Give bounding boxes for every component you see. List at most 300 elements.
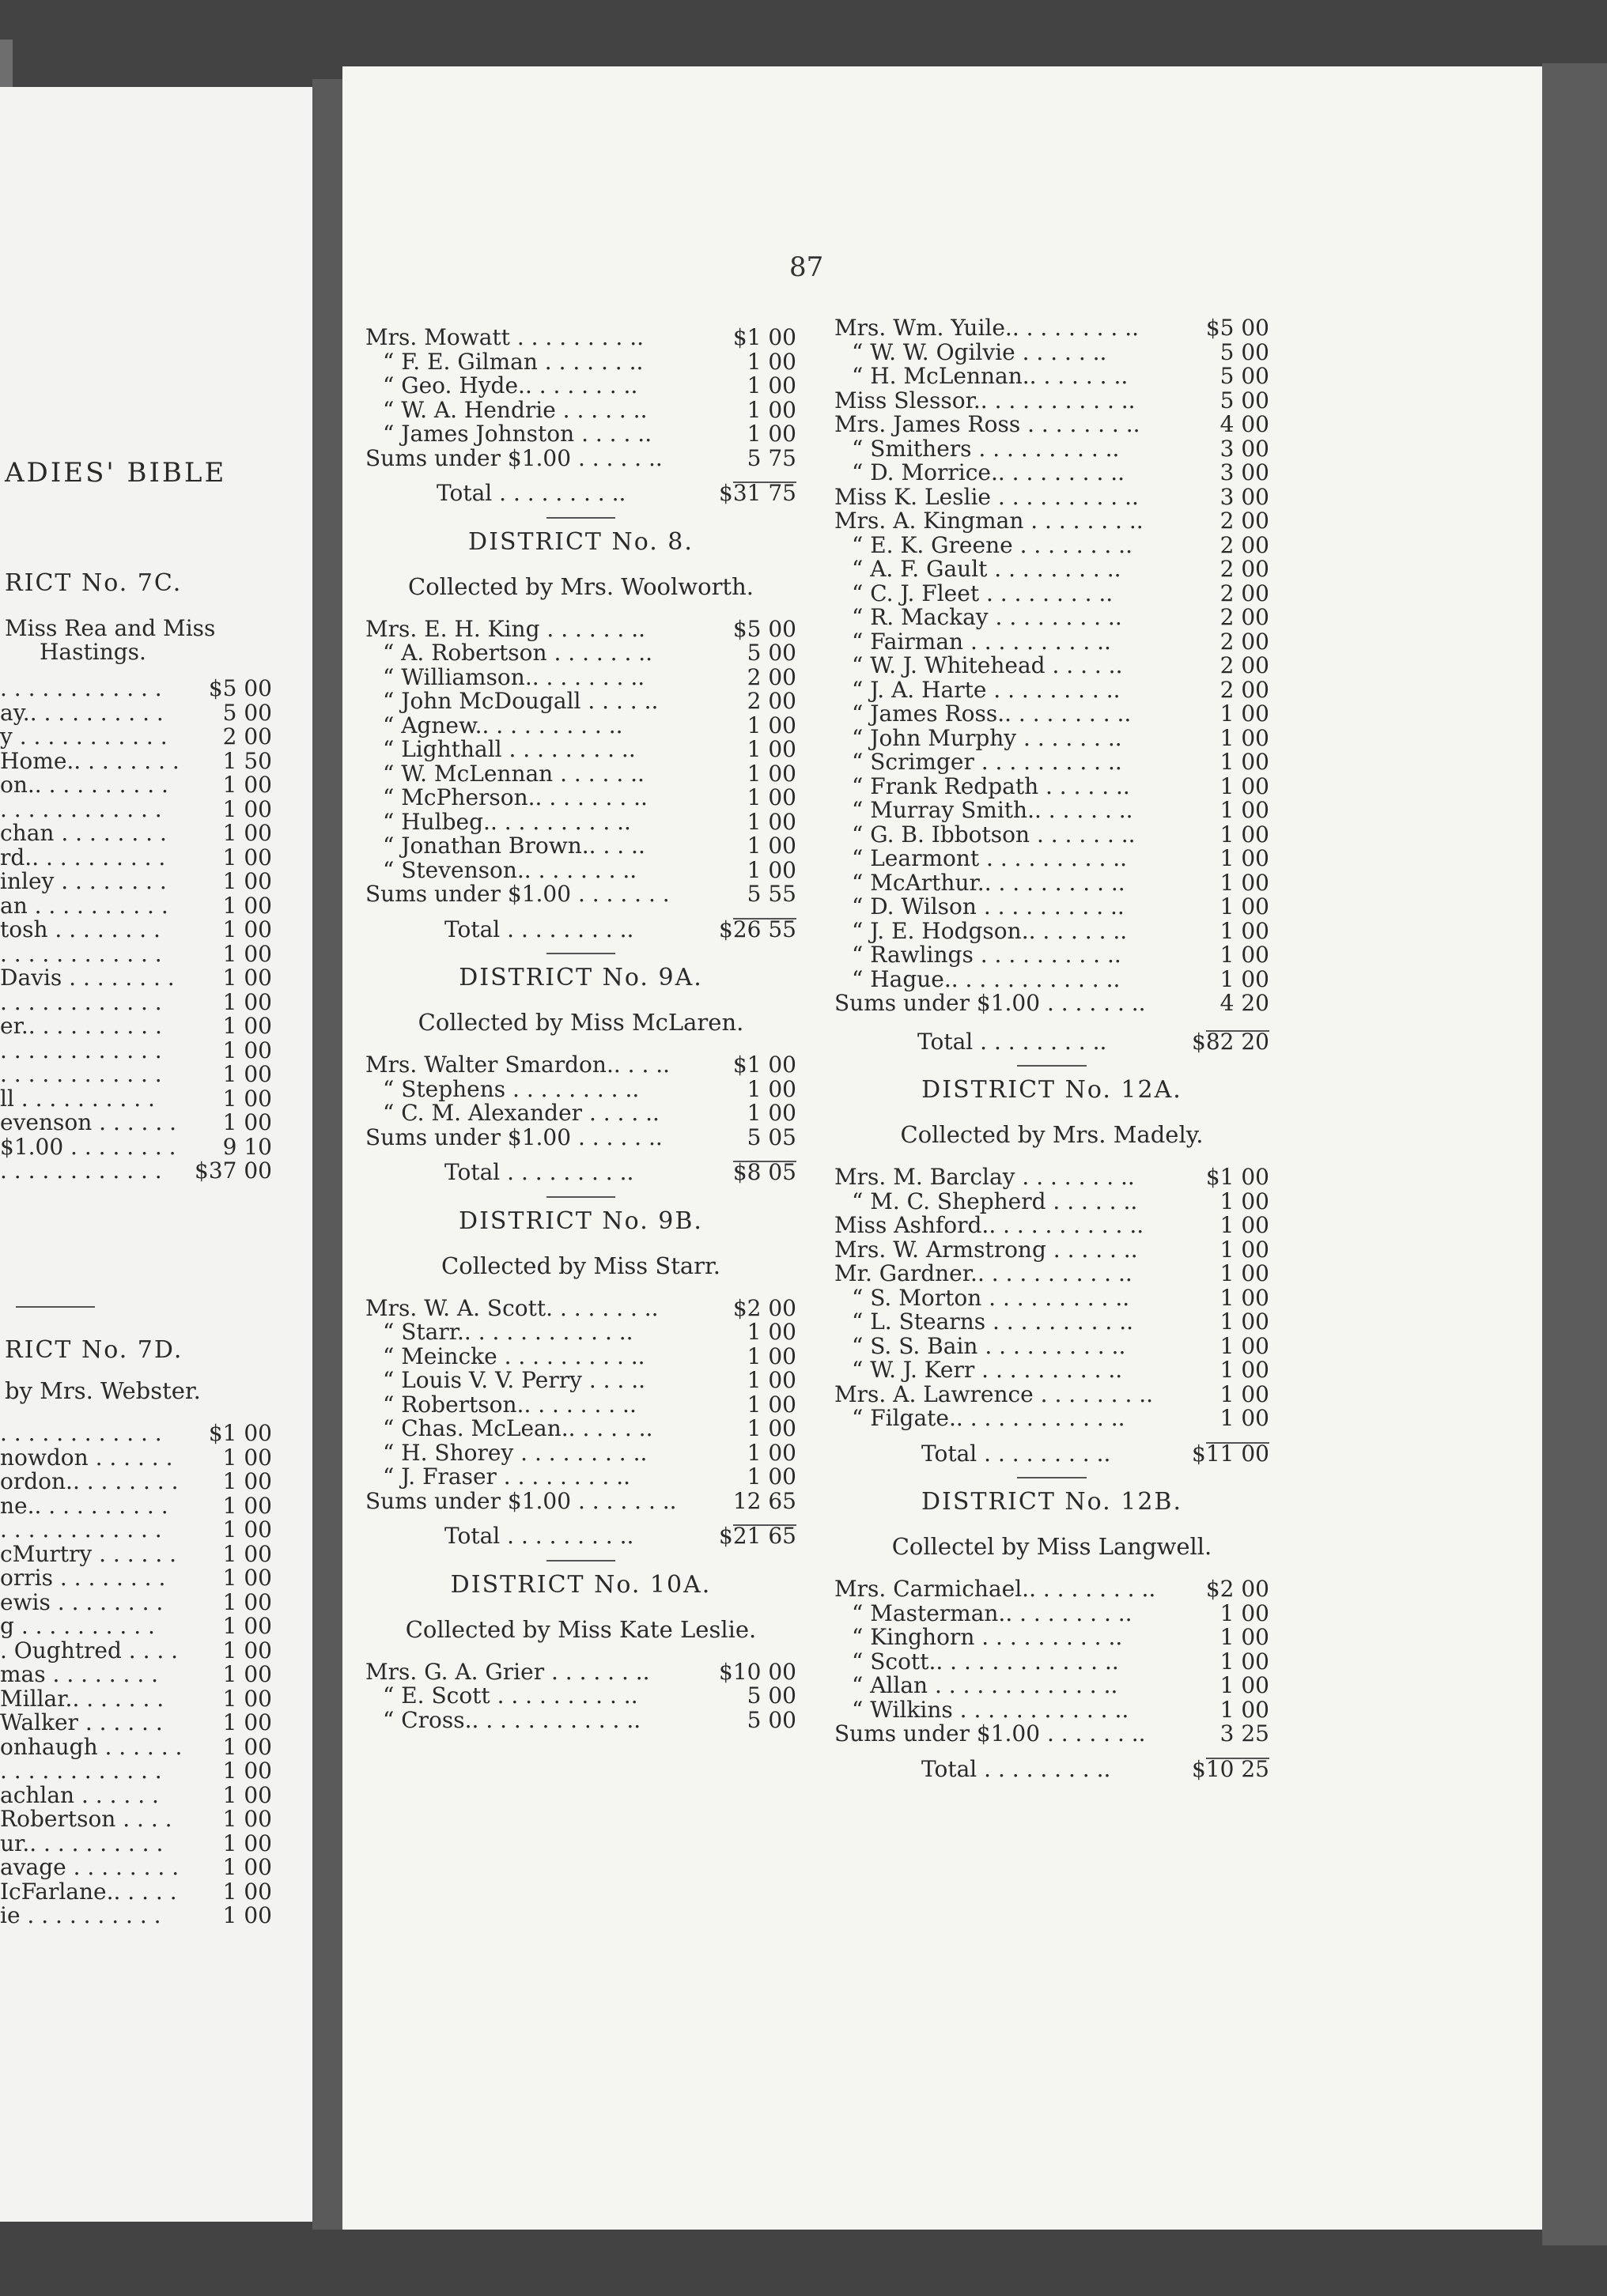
entry-amount: $37 00 (195, 1157, 272, 1184)
total-label: Total . . . . . . . . .. (917, 1028, 1107, 1055)
entry-name: “ Learmont . . . . . . . . . .. (852, 845, 1128, 871)
entry-name: . . . . . . . . . . . . (0, 1157, 162, 1184)
entry-name: “ W. McLennan . . . . . .. (383, 760, 645, 787)
section-divider (365, 1549, 796, 1571)
entry-name: achlan . . . . . . (0, 1781, 159, 1808)
list-item (834, 1626, 1269, 1650)
entry-name: “ Stephens . . . . . . . . .. (383, 1075, 640, 1102)
district-12a-total (834, 1442, 1269, 1467)
entry-name: rd.. . . . . . . . . . (0, 844, 166, 870)
entry-name: “ James Johnston . . . . .. (383, 421, 652, 447)
entry-name: Mrs. James Ross . . . . . . . .. (834, 411, 1140, 437)
list-item (834, 654, 1269, 678)
entry-amount: 1 00 (1219, 1672, 1269, 1698)
entry-name: “ G. B. Ibbotson . . . . . . .. (852, 821, 1136, 848)
list-item (834, 1286, 1269, 1311)
list-item (365, 1101, 796, 1126)
entry-name: “ L. Stearns . . . . . . . . . .. (852, 1308, 1134, 1335)
list-item (0, 966, 272, 991)
entry-amount: 1 00 (747, 1439, 796, 1466)
list-item (365, 834, 796, 859)
district-7c-collector-2: Hastings. (40, 639, 146, 665)
entry-amount: 4 00 (1219, 411, 1269, 437)
list-item (0, 1494, 272, 1519)
entry-name: ay.. . . . . . . . . . (0, 699, 164, 726)
entry-name: Mrs. Wm. Yuile.. . . . . . . . .. (834, 315, 1140, 341)
district-7d-heading: RICT No. 7D. (5, 1336, 183, 1364)
list-item (0, 1687, 272, 1712)
list-item (834, 1190, 1269, 1214)
entry-amount: 1 00 (222, 892, 272, 919)
entry-name: . . . . . . . . . . . . (0, 1420, 162, 1446)
list-item (0, 821, 272, 846)
entry-name: “ Fairman . . . . . . . . . .. (852, 628, 1111, 655)
entry-amount: 2 00 (747, 688, 796, 714)
entry-amount: $10 00 (719, 1658, 796, 1685)
district-8-total (365, 918, 796, 942)
entry-amount: 2 00 (1219, 556, 1269, 582)
entry-name: . . . . . . . . . . . . (0, 675, 162, 701)
list-item (834, 965, 1269, 992)
entry-name: evenson . . . . . . (0, 1109, 177, 1135)
entry-name: “ R. Mackay . . . . . . . . .. (852, 604, 1122, 630)
list-item (0, 1135, 272, 1160)
total-label: Total . . . . . . . . .. (921, 1755, 1111, 1782)
list-item (834, 917, 1269, 944)
list-item (0, 1063, 272, 1087)
list-item (365, 1393, 796, 1418)
entry-name: “ E. Scott . . . . . . . . . .. (383, 1682, 638, 1709)
district-12b-collector: Collectel by Miss Langwell. (891, 1533, 1212, 1560)
entry-amount: 1 00 (222, 916, 272, 942)
entry-amount: 2 00 (1219, 580, 1269, 606)
entry-amount: 2 00 (1219, 676, 1269, 703)
entry-amount: 1 00 (222, 1540, 272, 1567)
district-10a-collector: Collected by Miss Kate Leslie. (405, 1615, 757, 1643)
list-item (365, 1684, 796, 1709)
entry-name: . . . . . . . . . . . . (0, 1516, 162, 1543)
entry-amount: 3 25 (1219, 1720, 1269, 1747)
district-8-collector: Collected by Mrs. Woolworth. (408, 572, 754, 600)
entry-name: tosh . . . . . . . . (0, 916, 161, 942)
list-item (834, 702, 1269, 727)
left-page-fragment (0, 87, 312, 2222)
entry-amount: 4 20 (1219, 990, 1269, 1016)
entry-name: “ Cross.. . . . . . . . . . . .. (383, 1706, 641, 1733)
list-item (834, 1698, 1269, 1723)
district-12a-collector: Collected by Mrs. Madely. (900, 1121, 1204, 1148)
entry-name: “ E. K. Greene . . . . . . . .. (852, 531, 1132, 558)
list-item (365, 444, 796, 471)
list-item (0, 1856, 272, 1880)
list-item (365, 1053, 796, 1078)
entry-name: “ Masterman.. . . . . . . . .. (852, 1599, 1132, 1626)
entry-amount: 1 00 (747, 1415, 796, 1441)
entry-amount: 1 00 (1219, 845, 1269, 871)
left-title: ADIES' BIBLE (5, 457, 227, 489)
entry-name: “ James Ross.. . . . . . . . .. (852, 701, 1132, 727)
entry-name: Mr. Gardner.. . . . . . . . . . .. (834, 1260, 1132, 1286)
entry-name: . . . . . . . . . . . . (0, 1037, 162, 1063)
entry-amount: 1 00 (222, 1709, 272, 1735)
entry-amount: 5 00 (747, 640, 796, 666)
entry-amount: 1 00 (1219, 1236, 1269, 1263)
entry-amount: 1 00 (1219, 1212, 1269, 1238)
carry-total (365, 481, 796, 506)
district-8-list (365, 617, 796, 907)
entry-amount: 1 00 (1219, 1357, 1269, 1383)
list-item (834, 1214, 1269, 1238)
entry-amount: 5 00 (1219, 363, 1269, 389)
entry-amount: 2 00 (1219, 628, 1269, 655)
list-item (365, 856, 796, 883)
entry-name: “ Rawlings . . . . . . . . . .. (852, 942, 1121, 968)
entry-amount: 1 00 (222, 1444, 272, 1471)
entry-amount: 1 00 (747, 856, 796, 883)
entry-amount: 1 00 (747, 396, 796, 423)
entry-name: . . . . . . . . . . . . (0, 1758, 162, 1784)
entry-name: “ Hulbeg.. . . . . . . . . .. (383, 808, 631, 835)
entry-name: “ Allan . . . . . . . . . . . . .. (852, 1672, 1118, 1698)
list-item (365, 1417, 796, 1441)
entry-amount: $5 00 (1205, 315, 1269, 341)
entry-amount: 5 00 (1219, 387, 1269, 414)
entry-name: “ Stevenson.. . . . . . . .. (383, 856, 637, 883)
list-item (0, 1588, 272, 1615)
entry-name: “ D. Morrice.. . . . . . . . .. (852, 459, 1125, 485)
carry-total (834, 1030, 1269, 1055)
entry-name: “ S. S. Bain . . . . . . . . . .. (852, 1332, 1126, 1359)
entry-amount: 1 00 (747, 833, 796, 859)
entry-name: “ A. F. Gault . . . . . . . . .. (852, 556, 1121, 582)
entry-name: ur.. . . . . . . . . . (0, 1830, 164, 1856)
entry-name: “ M. C. Shepherd . . . . . .. (852, 1188, 1138, 1214)
entry-name: ll . . . . . . . . . . (0, 1085, 155, 1112)
list-item (834, 389, 1269, 414)
entry-name: “ Frank Redpath . . . . . .. (852, 772, 1130, 799)
entry-name: nowdon . . . . . . (0, 1444, 173, 1471)
entry-amount: 1 00 (1219, 1405, 1269, 1431)
section-divider (365, 506, 796, 528)
entry-amount: 1 00 (222, 772, 272, 798)
entry-name: “ W. J. Whitehead . . . . .. (852, 652, 1123, 678)
list-item (834, 1358, 1269, 1383)
entry-name: Mrs. W. A. Scott. . . . . . . .. (365, 1294, 659, 1321)
list-item (365, 641, 796, 666)
entry-amount: 1 00 (222, 1902, 272, 1928)
entry-name: “ Jonathan Brown.. . . .. (383, 833, 645, 859)
entry-amount: 1 00 (1219, 1188, 1269, 1214)
list-item (0, 1807, 272, 1832)
entry-name: g . . . . . . . . . . (0, 1613, 155, 1639)
entry-amount: 1 00 (222, 1758, 272, 1784)
entry-name: Robertson . . . . (0, 1806, 172, 1832)
entry-amount: 1 00 (747, 1391, 796, 1418)
entry-amount: 1 00 (747, 1100, 796, 1126)
entry-amount: 3 00 (1219, 459, 1269, 485)
list-item (834, 413, 1269, 437)
district-7c-heading: RICT No. 7C. (5, 569, 183, 597)
entry-amount: 1 00 (1219, 917, 1269, 944)
list-item (834, 991, 1269, 1016)
list-item (0, 1159, 272, 1184)
entry-amount: 1 00 (222, 1637, 272, 1663)
entry-amount: 1 00 (222, 1085, 272, 1112)
entry-name: “ Starr.. . . . . . . . . . . .. (383, 1319, 633, 1345)
entry-amount: 1 00 (222, 1037, 272, 1063)
list-item (834, 630, 1269, 655)
entry-amount: 1 00 (747, 1075, 796, 1102)
book-gutter (312, 79, 342, 2230)
entry-name: “ J. A. Harte . . . . . . . . .. (852, 676, 1121, 703)
entry-amount: 1 00 (222, 1516, 272, 1543)
list-item (0, 1111, 272, 1135)
entry-name: Mrs. Mowatt . . . . . . . . .. (365, 324, 645, 350)
entry-name: “ Louis V. V. Perry . . . .. (383, 1367, 646, 1393)
entry-amount: $5 00 (732, 615, 796, 642)
entry-amount: 1 00 (222, 1854, 272, 1880)
entry-amount: 1 00 (222, 1061, 272, 1087)
list-item (834, 461, 1269, 485)
list-item (0, 773, 272, 798)
entry-name: . . . . . . . . . . . . (0, 940, 162, 967)
list-item (0, 1904, 272, 1928)
list-item (834, 582, 1269, 606)
list-item (834, 1310, 1269, 1335)
list-item (0, 1470, 272, 1494)
carry-over-list (365, 326, 796, 470)
entry-amount: 2 00 (747, 663, 796, 690)
entry-amount: 1 00 (222, 965, 272, 991)
entry-name: . . . . . . . . . . . . (0, 795, 162, 822)
entry-name: ie . . . . . . . . . . (0, 1902, 161, 1928)
total-label: Total . . . . . . . . .. (437, 480, 626, 506)
entry-amount: 2 00 (1219, 508, 1269, 534)
entry-amount: 2 00 (1219, 652, 1269, 678)
district-10a-list (365, 1660, 796, 1733)
entry-amount: 1 00 (1219, 749, 1269, 775)
entry-amount: $5 00 (208, 675, 272, 701)
list-item (834, 799, 1269, 823)
entry-name: Sums under $1.00 . . . . . .. (365, 444, 663, 471)
list-item (365, 1369, 796, 1393)
entry-name: . . . . . . . . . . . . (0, 988, 162, 1015)
list-item (834, 1262, 1269, 1286)
total-amount: $11 00 (1192, 1440, 1269, 1467)
entry-name: Miss Ashford.. . . . . . . . . . .. (834, 1212, 1144, 1238)
entry-name: orris . . . . . . . . (0, 1565, 166, 1591)
entry-amount: 1 00 (1219, 1648, 1269, 1675)
entry-name: “ McPherson.. . . . . . . .. (383, 784, 648, 810)
entry-amount: 1 00 (222, 868, 272, 894)
district-12a-heading: DISTRICT No. 12A. (921, 1076, 1182, 1104)
list-item (0, 1735, 272, 1760)
entry-amount: 1 00 (222, 940, 272, 967)
entry-name: “ Wilkins . . . . . . . . . . . .. (852, 1696, 1129, 1723)
list-item (0, 1639, 272, 1663)
entry-amount: 1 00 (747, 760, 796, 787)
list-item (0, 1087, 272, 1112)
district-9a-collector: Collected by Miss McLaren. (418, 1009, 744, 1036)
entry-amount: 1 00 (747, 1463, 796, 1490)
entry-amount: 1 00 (747, 736, 796, 762)
entry-amount: 1 00 (222, 844, 272, 870)
entry-name: Mrs. Carmichael.. . . . . . . . .. (834, 1576, 1156, 1602)
middle-column (365, 326, 796, 1732)
list-item (0, 846, 272, 870)
entry-name: “ C. M. Alexander . . . . .. (383, 1100, 660, 1126)
entry-name: Home.. . . . . . . . (0, 747, 180, 774)
entry-name: an . . . . . . . . . . (0, 892, 168, 919)
district-9b-heading: DISTRICT No. 9B. (459, 1207, 703, 1235)
entry-name: y . . . . . . . . . . . (0, 723, 168, 750)
total-amount: $26 55 (719, 916, 796, 942)
entry-amount: 1 00 (747, 421, 796, 447)
list-item (834, 1238, 1269, 1263)
entry-name: “ C. J. Fleet . . . . . . . . .. (852, 580, 1114, 606)
list-item (0, 894, 272, 919)
entry-name: Mrs. A. Lawrence . . . . . . . .. (834, 1380, 1154, 1407)
list-item (834, 772, 1269, 799)
list-item (0, 1422, 272, 1446)
district-7c-list (0, 677, 272, 1184)
entry-amount: $1 00 (208, 1420, 272, 1446)
entry-name: “ John Murphy . . . . . . .. (852, 724, 1122, 751)
entry-amount: 1 00 (1219, 1308, 1269, 1335)
district-9b-collector: Collected by Miss Starr. (441, 1252, 720, 1279)
entry-name: Davis . . . . . . . . (0, 965, 175, 991)
entry-name: “ W. J. Kerr . . . . . . . . . .. (852, 1357, 1123, 1383)
entry-amount: 5 00 (1219, 338, 1269, 365)
district-12b-list (834, 1577, 1269, 1747)
entry-amount: 1 00 (747, 1319, 796, 1345)
entry-amount: 1 00 (1219, 772, 1269, 799)
entry-amount: 1 00 (222, 1685, 272, 1712)
district-9b-list (365, 1294, 796, 1514)
entry-name: “ Lighthall . . . . . . . . .. (383, 736, 636, 762)
entry-name: “ John McDougall . . . . .. (383, 688, 659, 714)
entry-amount: 3 00 (1219, 435, 1269, 462)
entry-name: onhaugh . . . . . . (0, 1733, 183, 1760)
list-item (365, 689, 796, 714)
district-9a-total (365, 1161, 796, 1185)
list-item (0, 988, 272, 1015)
list-item (834, 1674, 1269, 1698)
total-label: Total . . . . . . . . .. (444, 1523, 634, 1549)
list-item (834, 485, 1269, 510)
list-item (365, 738, 796, 762)
entry-amount: 1 00 (222, 1781, 272, 1808)
entry-name: Millar.. . . . . . . (0, 1685, 164, 1712)
list-item (0, 1614, 272, 1639)
entry-name: “ Meincke . . . . . . . . . .. (383, 1342, 645, 1369)
entry-name: “ Smithers . . . . . . . . . .. (852, 435, 1120, 462)
entry-name: “ Williamson.. . . . . . . .. (383, 663, 645, 690)
entry-name: Sums under $1.00 . . . . . . .. (834, 1720, 1146, 1747)
entry-amount: $2 00 (1205, 1576, 1269, 1602)
page-number: 87 (789, 251, 824, 283)
entry-name: “ Geo. Hyde.. . . . . . . .. (383, 372, 638, 398)
entry-amount: 1 00 (222, 1878, 272, 1905)
entry-amount: 9 10 (222, 1133, 272, 1160)
list-item (0, 1566, 272, 1591)
entry-name: inley . . . . . . . . (0, 868, 167, 894)
list-item (365, 1487, 796, 1514)
district-7d-list (0, 1422, 272, 1928)
entry-name: Walker . . . . . . (0, 1709, 163, 1735)
entry-amount: 5 00 (222, 699, 272, 726)
entry-name: “ W. W. Ogilvie . . . . . .. (852, 338, 1107, 365)
total-label: Total . . . . . . . . .. (921, 1440, 1111, 1467)
entry-amount: 5 75 (747, 444, 796, 471)
list-item (834, 557, 1269, 582)
list-item (0, 725, 272, 750)
list-item (834, 364, 1269, 389)
list-item (365, 762, 796, 787)
entry-amount: 1 00 (747, 712, 796, 738)
entry-name: avage . . . . . . . . (0, 1854, 180, 1880)
district-12b-heading: DISTRICT No. 12B. (921, 1488, 1182, 1516)
entry-name: . Oughtred . . . . (0, 1637, 179, 1663)
district-12a-list (834, 1165, 1269, 1431)
total-amount: $82 20 (1192, 1028, 1269, 1055)
entry-name: “ McArthur.. . . . . . . . . .. (852, 869, 1125, 896)
list-item (0, 1711, 272, 1735)
entry-amount: $2 00 (732, 1294, 796, 1321)
list-item (365, 663, 796, 690)
scan-edge (0, 40, 13, 87)
entry-name: “ H. McLennan.. . . . . . .. (852, 363, 1129, 389)
list-item (365, 1342, 796, 1369)
entry-name: chan . . . . . . . . (0, 820, 167, 846)
entry-amount: 1 00 (222, 1830, 272, 1856)
entry-name: Sums under $1.00 . . . . . . .. (365, 1487, 677, 1514)
entry-name: “ Scrimger . . . . . . . . . .. (852, 749, 1122, 775)
list-item (0, 1781, 272, 1808)
entry-name: Mrs. M. Barclay . . . . . . . .. (834, 1164, 1135, 1190)
list-item (834, 1577, 1269, 1602)
list-item (365, 1706, 796, 1733)
list-item (0, 942, 272, 967)
entry-amount: 1 00 (1219, 1260, 1269, 1286)
entry-name: “ Chas. McLean.. . . . . .. (383, 1415, 653, 1441)
entry-name: Miss K. Leslie . . . . . . . . . .. (834, 483, 1139, 510)
list-item (365, 1465, 796, 1490)
entry-amount: 1 00 (222, 1492, 272, 1519)
district-10a-heading: DISTRICT No. 10A. (450, 1570, 712, 1599)
entry-amount: 1 00 (747, 1342, 796, 1369)
entry-name: Mrs. G. A. Grier . . . . . . .. (365, 1658, 650, 1685)
district-7c-collector-1: Miss Rea and Miss (5, 615, 216, 641)
list-item (0, 1540, 272, 1567)
list-item (365, 1294, 796, 1321)
entry-name: IcFarlane.. . . . . (0, 1878, 177, 1905)
list-item (365, 374, 796, 398)
list-item (0, 1832, 272, 1856)
entry-amount: 1 00 (1219, 869, 1269, 896)
entry-name: Mrs. W. Armstrong . . . . . .. (834, 1236, 1138, 1263)
entry-amount: 1 00 (1219, 1696, 1269, 1723)
entry-amount: 2 00 (222, 723, 272, 750)
section-divider (834, 1466, 1269, 1488)
entry-amount: 1 00 (1219, 821, 1269, 848)
section-divider (365, 1185, 796, 1207)
entry-name: Mrs. E. H. King . . . . . . .. (365, 615, 646, 642)
section-divider (365, 942, 796, 964)
list-item (365, 1441, 796, 1466)
entry-amount: 5 00 (747, 1706, 796, 1733)
list-item (0, 870, 272, 894)
